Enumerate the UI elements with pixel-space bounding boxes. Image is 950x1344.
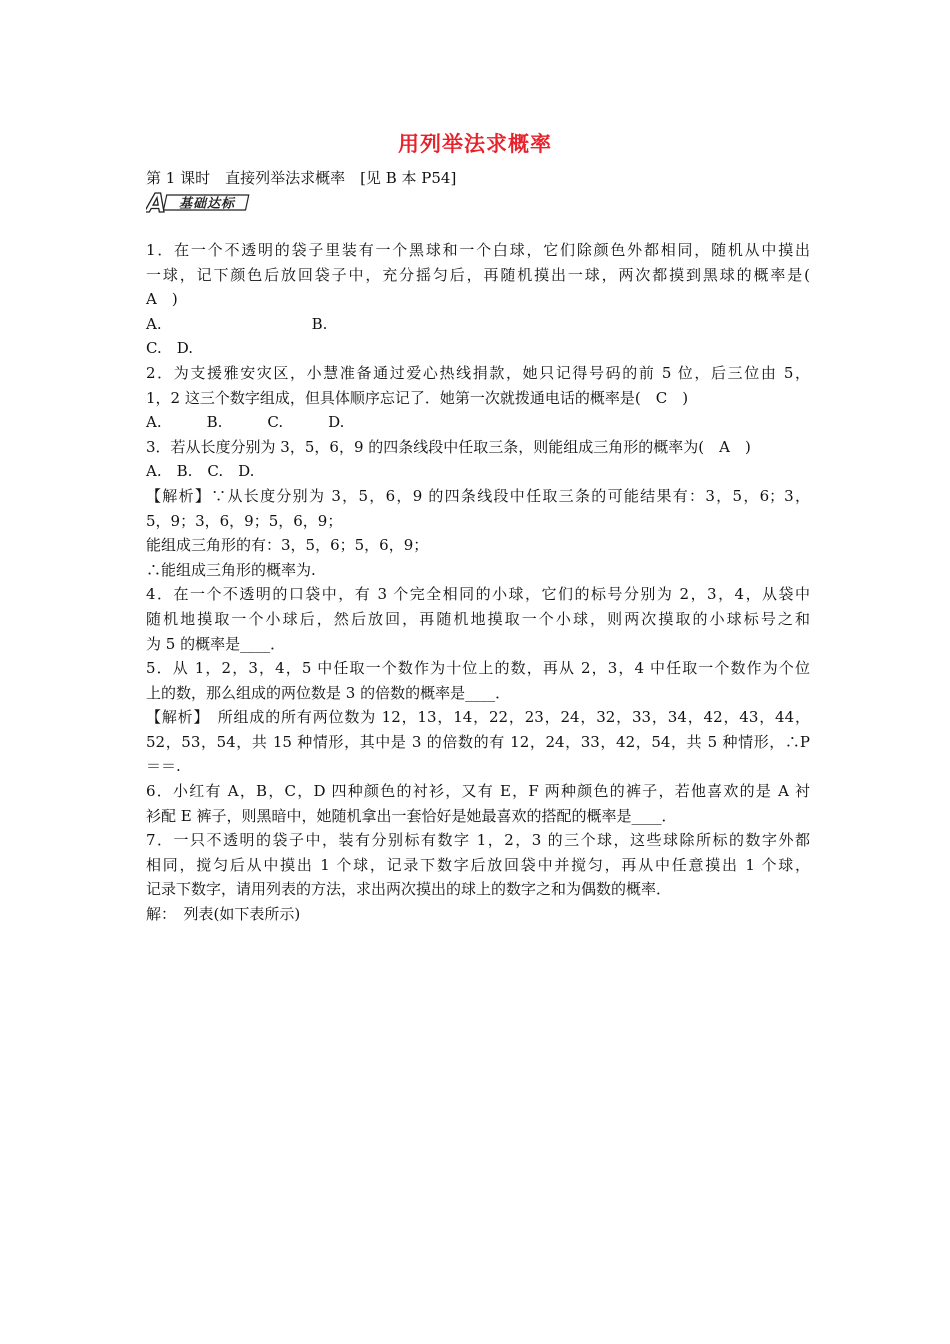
q3-analysis-2: 5，9；3，6，9；5，6，9； xyxy=(146,511,343,530)
q7-line-1: 7．一只不透明的袋子中，装有分别标有数字 1，2，3 的三个球，这些球除所标的数字外都 xyxy=(146,831,810,850)
basic-level-badge xyxy=(146,189,254,215)
q5-analysis-3: ＝＝. xyxy=(146,757,181,776)
q3-analysis-4: ∴能组成三角形的概率为. xyxy=(146,560,316,579)
solution-start: 解： 列表(如下表所示) xyxy=(146,905,301,924)
exercise-body xyxy=(146,238,810,927)
q2-options: A. B. C. D. xyxy=(146,413,345,432)
badge-letter: A xyxy=(146,189,167,215)
badge-text: 基础达标 xyxy=(179,196,236,212)
q5-analysis-2: 52，53，54，共 15 种情形，其中是 3 的倍数的有 12，24，33，42，54，共 5 种情形，∴P xyxy=(146,732,810,751)
q6-line-2: 衫配 E 裤子，则黑暗中，她随机拿出一套恰好是她最喜欢的搭配的概率是____． xyxy=(146,806,677,825)
q1-answer: A ) xyxy=(146,290,178,309)
q3-analysis-1: 【解析】∵从长度分别为 3，5，6，9 的四条线段中任取三条的可能结果有：3，5，6；3， xyxy=(146,486,810,505)
q5-line-2: 上的数，那么组成的两位数是 3 的倍数的概率是____． xyxy=(146,683,511,702)
lesson-heading: 第 1 课时 直接列举法求概率 [见 B 本 P54] xyxy=(146,169,457,187)
q1-line-2: 一球，记下颜色后放回袋子中，充分摇匀后，再随机摸出一球，两次都摸到黑球的概率是( xyxy=(146,265,810,284)
q7-line-3: 记录下数字，请用列表的方法，求出两次摸出的球上的数字之和为偶数的概率． xyxy=(146,880,672,899)
q2-line-1: 2．为支援雅安灾区，小慧准备通过爱心热线捐款，她只记得号码的前 5 位，后三位由 5， xyxy=(146,363,810,382)
q2-line-2: 1，2 这三个数字组成，但具体顺序忘记了．她第一次就拨通电话的概率是( C ) xyxy=(146,388,689,407)
page-title: 用列举法求概率 xyxy=(398,132,552,156)
q4-line-1: 4．在一个不透明的口袋中，有 3 个完全相同的小球，它们的标号分别为 2，3，4，从袋中 xyxy=(146,585,810,604)
q1-options-ab: A. B. xyxy=(146,314,328,333)
q7-line-2: 相同，搅匀后从中摸出 1 个球，记录下数字后放回袋中并搅匀，再从中任意摸出 1 个球， xyxy=(146,855,810,874)
q3-line-1: 3．若从长度分别为 3，5，6，9 的四条线段中任取三条，则能组成三角形的概率为( A ) xyxy=(146,437,751,456)
q1-options-cd: C. D. xyxy=(146,339,193,358)
q4-line-3: 为 5 的概率是____． xyxy=(146,634,286,653)
q3-analysis-3: 能组成三角形的有：3，5，6；5，6，9； xyxy=(146,536,429,555)
q6-line-1: 6．小红有 A，B，C，D 四种颜色的衬衫，又有 E，F 两种颜色的裤子，若他喜欢的是 A 衬 xyxy=(146,782,810,801)
q5-analysis-1: 【解析】 所组成的所有两位数为 12，13，14，22，23，24，32，33，34，42，43，44， xyxy=(146,708,810,727)
q5-line-1: 5．从 1，2，3，4，5 中任取一个数作为十位上的数，再从 2，3，4 中任取一个数作为个位 xyxy=(146,659,810,678)
q1-line-1: 1．在一个不透明的袋子里装有一个黑球和一个白球，它们除颜色外都相同，随机从中摸出 xyxy=(146,241,810,259)
q3-options: A. B. C. D. xyxy=(146,462,255,481)
q4-line-2: 随机地摸取一个小球后，然后放回，再随机地摸取一个小球，则两次摸取的小球标号之和 xyxy=(146,609,810,628)
